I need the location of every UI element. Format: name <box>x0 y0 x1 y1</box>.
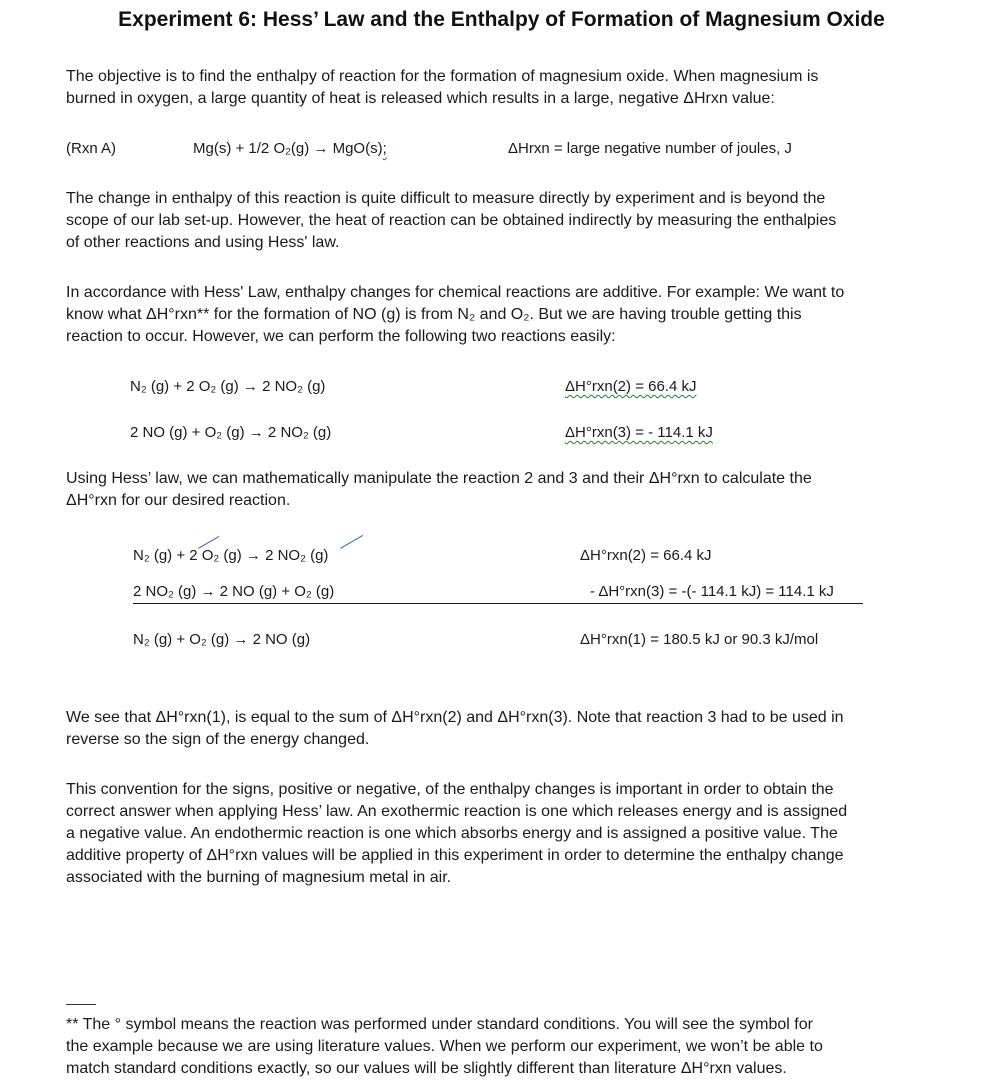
paragraph-4 <box>66 468 946 512</box>
manip-reaction-3-equation: 2 NO₂ (g) → 2 NO (g) + O₂ (g) <box>133 583 335 600</box>
paragraph-2 <box>66 188 946 254</box>
manip-reaction-2-equation: N₂ (g) + 2 O₂ (g) → 2 NO₂ (g) <box>133 547 329 564</box>
paragraph-3 <box>66 282 946 348</box>
para2-line-3: of other reactions and using Hess' law. <box>66 234 340 251</box>
sum-line <box>133 603 863 604</box>
para6-line-4: additive property of ΔH°rxn values will be applied in this experiment in order to determine the enthalpy change <box>66 847 844 864</box>
rxn-a-enthalpy: ΔHrxn = large negative number of joules, J <box>508 140 792 157</box>
footnote <box>66 1014 946 1080</box>
para6-line-3: a negative value. An endothermic reaction is one which absorbs energy and is assigned a positive value. The <box>66 825 838 842</box>
given-reaction-2-enthalpy: ΔH°rxn(2) = 66.4 kJ <box>565 378 697 395</box>
para6-line-2: correct answer when applying Hess’ law. An exothermic reaction is one which releases energy and is assigned <box>66 803 848 820</box>
intro-paragraph <box>66 66 946 110</box>
given-reaction-2-equation: N₂ (g) + 2 O₂ (g) → 2 NO₂ (g) <box>130 378 326 395</box>
footnote-line-1: ** The ° symbol means the reaction was performed under standard conditions. You will see the symbol for <box>66 1016 813 1033</box>
manip-reaction-1-enthalpy: ΔH°rxn(1) = 180.5 kJ or 90.3 kJ/mol <box>580 631 819 648</box>
rxn-a-equation-tail: ; <box>382 140 387 157</box>
cancel-mark-no2 <box>340 535 373 566</box>
rxn-a-equation <box>193 140 387 157</box>
paragraph-5 <box>66 707 946 751</box>
para3-line-3: reaction to occur. However, we can perform the following two reactions easily: <box>66 328 616 345</box>
given-reaction-3-equation: 2 NO (g) + O₂ (g) → 2 NO₂ (g) <box>130 424 332 441</box>
para3-line-1: In accordance with Hess' Law, enthalpy changes for chemical reactions are additive. For example: We want to <box>66 284 845 301</box>
given-reaction-3-enthalpy: ΔH°rxn(3) = - 114.1 kJ <box>565 424 713 441</box>
para4-line-1: Using Hess’ law, we can mathematically manipulate the reaction 2 and 3 and their ΔH°rxn to calculate the <box>66 470 812 487</box>
para5-line-1: We see that ΔH°rxn(1), is equal to the sum of ΔH°rxn(2) and ΔH°rxn(3). Note that reaction 3 had to be used in <box>66 709 844 726</box>
manip-reaction-3-enthalpy: - ΔH°rxn(3) = -(- 114.1 kJ) = 114.1 kJ <box>590 583 834 600</box>
manip-reaction-1-equation: N₂ (g) + O₂ (g) → 2 NO (g) <box>133 631 311 648</box>
para5-line-2: reverse so the sign of the energy changed. <box>66 731 370 748</box>
para2-line-1: The change in enthalpy of this reaction is quite difficult to measure directly by experiment and is beyond the <box>66 190 826 207</box>
footnote-line-2: the example because we are using literature values. When we perform our experiment, we won’t be able to <box>66 1038 823 1055</box>
intro-line-2: burned in oxygen, a large quantity of heat is released which results in a large, negative ΔHrxn value: <box>66 90 775 107</box>
para4-line-2: ΔH°rxn for our desired reaction. <box>66 492 291 509</box>
manip-reaction-2-enthalpy: ΔH°rxn(2) = 66.4 kJ <box>580 547 712 564</box>
page-title: Experiment 6: Hess’ Law and the Enthalpy of Formation of Magnesium Oxide <box>118 8 885 31</box>
para6-line-1: This convention for the signs, positive or negative, of the enthalpy changes is important in order to obtain the <box>66 781 834 798</box>
footnote-line-3: match standard conditions exactly, so our values will be slightly different than literature ΔH°rxn values. <box>66 1060 787 1077</box>
para2-line-2: scope of our lab set-up. However, the heat of reaction can be obtained indirectly by measuring the enthalpies <box>66 212 837 229</box>
footnote-separator <box>66 1004 96 1005</box>
para3-line-2: know what ΔH°rxn** for the formation of NO (g) is from N₂ and O₂. But we are having trouble getting this <box>66 306 802 323</box>
para6-line-5: associated with the burning of magnesium metal in air. <box>66 869 452 886</box>
rxn-a-equation-text: Mg(s) + 1/2 O₂(g) → MgO(s) <box>193 140 383 157</box>
paragraph-6 <box>66 779 946 889</box>
rxn-a-label: (Rxn A) <box>66 140 117 157</box>
intro-line-1: The objective is to find the enthalpy of reaction for the formation of magnesium oxide. When magnesium is <box>66 68 819 85</box>
